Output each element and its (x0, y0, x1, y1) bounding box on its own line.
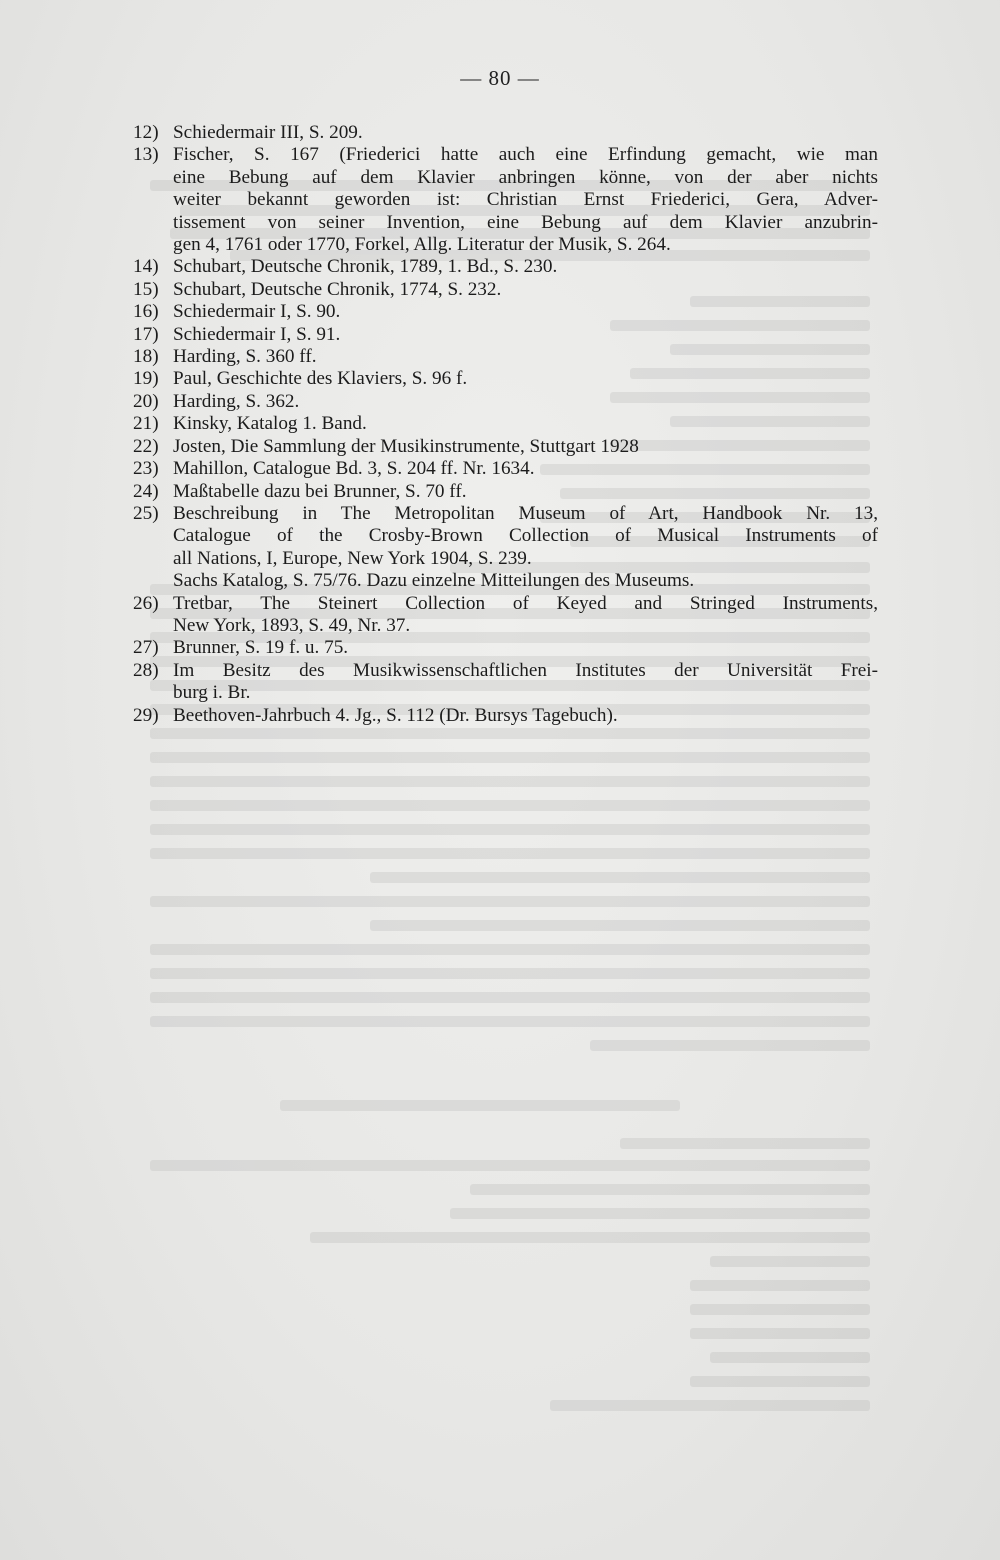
footnote-number: 23) (133, 458, 159, 480)
show-through-line (590, 1040, 870, 1051)
footnote-number: 16) (133, 301, 159, 323)
show-through-line (620, 1138, 870, 1149)
footnote-line: Schiedermair I, S. 91. (173, 323, 341, 345)
footnote-text (173, 637, 878, 659)
footnote-line: Schiedermair III, S. 209. (173, 122, 363, 143)
footnote-20 (133, 391, 878, 413)
footnote-number: 21) (133, 413, 159, 435)
footnote-line: Brunner, S. 19 f. u. 75. (173, 637, 349, 659)
footnote-29 (133, 705, 878, 727)
footnote-line: all Nations, I, Europe, New York 1904, S. 239. (173, 547, 532, 569)
footnote-number: 27) (133, 637, 159, 659)
footnote-line: tissement von seiner Invention, eine Bebung auf dem Klavier anzubrin- (173, 211, 878, 233)
footnote-line: burg i. Br. (173, 682, 251, 704)
footnote-18 (133, 346, 878, 368)
footnote-number: 18) (133, 346, 159, 368)
footnote-14 (133, 256, 878, 278)
footnote-line: Maßtabelle dazu bei Brunner, S. 70 ff. (173, 480, 467, 502)
footnote-text (173, 413, 878, 435)
footnote-28 (133, 660, 878, 705)
footnote-text (173, 391, 878, 413)
show-through-line (150, 848, 870, 859)
show-through-line (710, 1256, 870, 1267)
show-through-line (370, 872, 870, 883)
footnote-26 (133, 593, 878, 638)
show-through-line (150, 800, 870, 811)
show-through-line (310, 1232, 870, 1243)
footnote-text (173, 458, 878, 480)
footnote-25 (133, 503, 878, 570)
footnote-text (173, 436, 878, 458)
show-through-line (150, 1016, 870, 1027)
footnote-19 (133, 368, 878, 390)
show-through-line (690, 1376, 870, 1387)
footnote-number: 13) (133, 144, 159, 166)
footnote-text (173, 346, 878, 368)
footnote-22 (133, 436, 878, 458)
footnote-text (173, 144, 878, 256)
show-through-line (150, 944, 870, 955)
show-through-line (710, 1352, 870, 1363)
footnote-text (173, 705, 878, 727)
footnote-13 (133, 144, 878, 256)
footnote-line: Harding, S. 362. (173, 390, 300, 412)
footnote-number: 24) (133, 480, 159, 502)
footnote-text (173, 301, 878, 323)
footnote-21 (133, 413, 878, 435)
show-through-line (690, 1304, 870, 1315)
footnote-16 (133, 301, 878, 323)
footnote-text (173, 256, 878, 278)
footnote-17 (133, 324, 878, 346)
footnote-number: 19) (133, 368, 159, 390)
footnote-15 (133, 279, 878, 301)
footnote-text (173, 324, 878, 346)
footnote-number: 20) (133, 390, 159, 412)
footnote-line: Beschreibung in The Metropolitan Museum of Art, Handbook Nr. 13, (173, 502, 878, 524)
footnote-list (133, 122, 878, 727)
footnote-number: 12) (133, 122, 159, 143)
footnote-line: Mahillon, Catalogue Bd. 3, S. 204 ff. Nr. 1634. (173, 458, 535, 480)
footnote-text (173, 593, 878, 638)
show-through-line (450, 1208, 870, 1219)
show-through-line (150, 1160, 870, 1171)
show-through-line (550, 1400, 870, 1411)
footnote-24 (133, 481, 878, 503)
footnote-12 (133, 122, 878, 144)
show-through-line (470, 1184, 870, 1195)
footnote-25-extra-line: Sachs Katalog, S. 75/76. Dazu einzelne Mitteilungen des Museums. (173, 570, 695, 592)
footnote-number: 22) (133, 435, 159, 457)
footnote-text (173, 368, 878, 390)
footnote-23 (133, 458, 878, 480)
footnote-text (173, 279, 878, 301)
footnote-line: Tretbar, The Steinert Collection of Keyed and Stringed Instruments, (173, 592, 878, 614)
footnote-text (173, 481, 878, 503)
footnote-line: Beethoven-Jahrbuch 4. Jg., S. 112 (Dr. Bursys Tagebuch). (173, 704, 618, 726)
show-through-line (150, 992, 870, 1003)
footnote-number: 26) (133, 592, 159, 614)
footnote-line: Kinsky, Katalog 1. Band. (173, 413, 367, 435)
footnote-line: New York, 1893, S. 49, Nr. 37. (173, 614, 411, 636)
footnote-27 (133, 637, 878, 659)
footnote-line: Fischer, S. 167 (Friederici hatte auch eine Erfindung gemacht, wie man (173, 144, 878, 166)
show-through-line (150, 896, 870, 907)
footnote-number: 29) (133, 704, 159, 726)
footnote-number: 15) (133, 278, 159, 300)
footnote-number: 25) (133, 502, 159, 524)
footnote-number: 14) (133, 256, 159, 278)
footnote-text (173, 660, 878, 705)
footnote-line: Schubart, Deutsche Chronik, 1789, 1. Bd., S. 230. (173, 256, 558, 278)
footnote-line: Paul, Geschichte des Klaviers, S. 96 f. (173, 368, 468, 390)
show-through-line (150, 728, 870, 739)
show-through-line (280, 1100, 680, 1111)
show-through-line (150, 752, 870, 763)
footnote-number: 28) (133, 659, 159, 681)
page-number: — 80 — (460, 66, 540, 90)
footnote-line: Josten, Die Sammlung der Musikinstrumente, Stuttgart 1928 (173, 435, 639, 457)
footnote-number: 17) (133, 323, 159, 345)
footnote-line: Schiedermair I, S. 90. (173, 301, 341, 323)
footnote-text (173, 122, 878, 144)
show-through-line (150, 968, 870, 979)
footnote-line: Catalogue of the Crosby-Brown Collection of Musical Instruments of (173, 525, 878, 547)
footnote-line: Harding, S. 360 ff. (173, 346, 317, 368)
footnote-line: Schubart, Deutsche Chronik, 1774, S. 232. (173, 278, 502, 300)
footnote-text (173, 503, 878, 570)
footnote-line: eine Bebung auf dem Klavier anbringen könne, von der aber nichts (173, 166, 878, 188)
show-through-line (690, 1280, 870, 1291)
show-through-line (150, 776, 870, 787)
footnote-line: gen 4, 1761 oder 1770, Forkel, Allg. Literatur der Musik, S. 264. (173, 234, 671, 256)
show-through-line (370, 920, 870, 931)
footnote-line: Im Besitz des Musikwissenschaftlichen Institutes der Universität Frei- (173, 659, 878, 681)
show-through-line (690, 1328, 870, 1339)
footnote-line: weiter bekannt geworden ist: Christian Ernst Friederici, Gera, Adver- (173, 189, 878, 211)
show-through-line (150, 824, 870, 835)
